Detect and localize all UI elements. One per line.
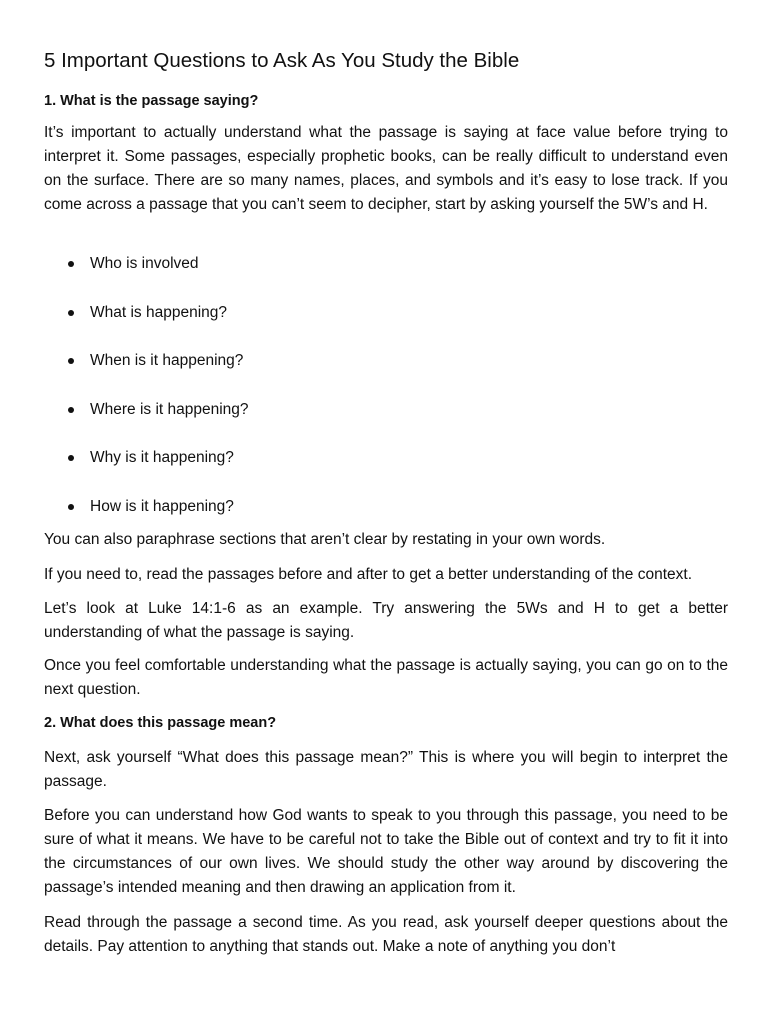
list-item-text: How is it happening? — [90, 497, 234, 515]
section-1-heading: 1. What is the passage saying? — [44, 93, 259, 109]
list-item — [44, 398, 728, 447]
list-item-text: What is happening? — [90, 303, 228, 321]
luke-example-paragraph: Let’s look at Luke 14:1-6 as an example. Try answering the 5Ws and H to get a better understanding of what the passage is saying. — [44, 600, 728, 641]
bullet-icon — [68, 455, 74, 461]
section-1-intro-paragraph: It’s important to actually understand what the passage is saying at face value before trying to interpret it. Some passages, especially prophetic books, can be really difficult to understand even on the surface. There are so many names, places, and symbols and it’s easy to lose track. If you come across a passage that you can’t seem to decipher, start by asking yourself the 5W’s and H. — [44, 124, 728, 213]
next-question-paragraph: Once you feel comfortable understanding what the passage is actually saying, you can go on to the next question. — [44, 657, 728, 698]
list-item-text: Who is involved — [90, 255, 199, 272]
paraphrase-paragraph: You can also paraphrase sections that aren’t clear by restating in your own words. — [44, 531, 606, 548]
context-paragraph: If you need to, read the passages before and after to get a better understanding of the context. — [44, 566, 693, 583]
list-item-text: Where is it happening? — [90, 400, 249, 418]
list-item-text: Why is it happening? — [90, 449, 234, 467]
list-item — [44, 301, 728, 350]
section-2-heading: 2. What does this passage mean? — [44, 715, 277, 731]
list-item-text: When is it happening? — [90, 352, 244, 370]
context-warning-paragraph: Before you can understand how God wants to speak to you through this passage, you need to be sure of what it means. We have to be careful not to take the Bible out of context and try to fit it into the circumstances of our own lives. We should study the other way around by discovering the passage’s intended meaning and then drawing an application from it. — [44, 807, 728, 896]
bullet-icon — [68, 310, 74, 316]
page-title: 5 Important Questions to Ask As You Study the Bible — [44, 49, 520, 72]
list-item — [44, 349, 728, 398]
second-reading-paragraph: Read through the passage a second time. As you read, ask yourself deeper questions about the details. Pay attention to anything that stands out. Make a note of anything you don’t — [44, 914, 728, 955]
bullet-icon — [68, 261, 74, 267]
five-w-question-list — [44, 252, 728, 544]
bullet-icon — [68, 358, 74, 364]
bullet-icon — [68, 504, 74, 510]
bullet-icon — [68, 407, 74, 413]
meaning-intro-paragraph: Next, ask yourself “What does this passage mean?” This is where you will begin to interpret the passage. — [44, 749, 728, 790]
list-item — [44, 252, 728, 301]
list-item — [44, 446, 728, 495]
